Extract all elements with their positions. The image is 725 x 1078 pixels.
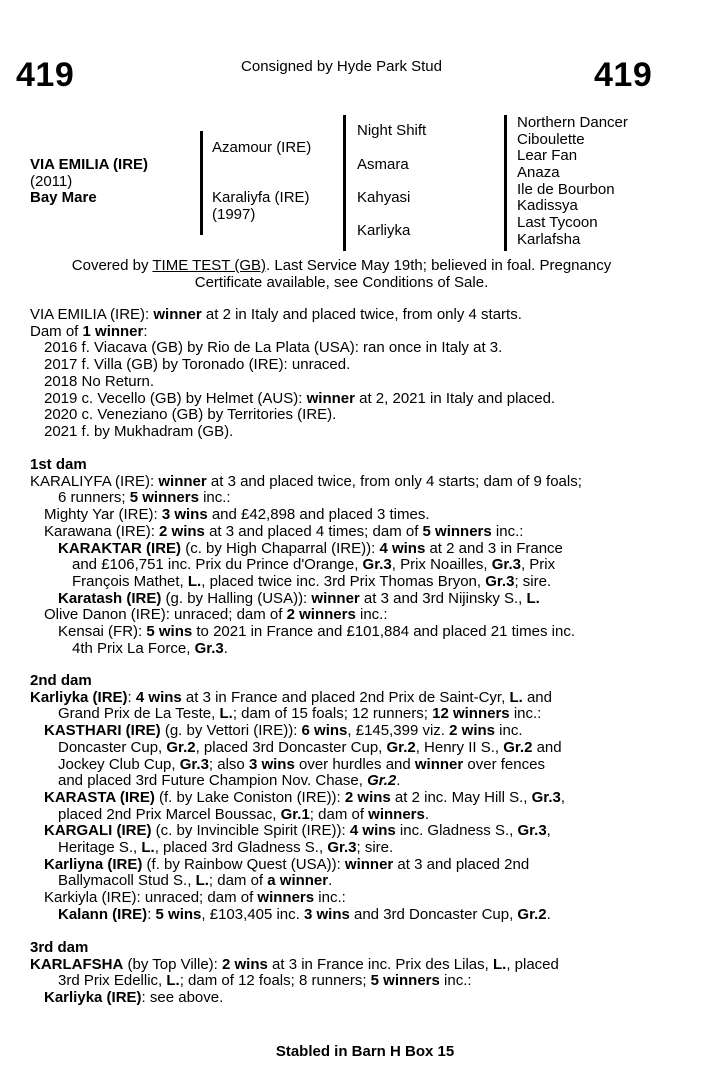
pedigree-bracket-3 — [504, 115, 507, 251]
text-line: Karawana (IRE): 2 wins at 3 and placed 4 times; dam of 5 winners inc.: — [44, 522, 524, 540]
text-line: Karliyka (IRE): 4 wins at 3 in France and placed 2nd Prix de Saint-Cyr, L. and — [30, 688, 552, 706]
pedigree-gen4-7: Karlafsha — [517, 231, 581, 248]
pedigree-dam: Karaliyfa (IRE) — [212, 189, 310, 206]
text-line: 4th Prix La Force, Gr.3. — [72, 639, 228, 657]
section-heading: 3rd dam — [30, 939, 89, 956]
text-line: Karkiyla (IRE): unraced; dam of winners inc.: — [44, 889, 346, 907]
first-dam-section — [30, 457, 660, 657]
second-dam-section — [30, 673, 660, 924]
text-line: Ballymacoll Stud S., L.; dam of a winner. — [58, 872, 333, 890]
pedigree-gen4-2: Lear Fan — [517, 147, 578, 164]
text-line: 2016 f. Viacava (GB) by Rio de La Plata (USA): ran once in Italy at 3. — [44, 339, 503, 357]
section-heading: 1st dam — [30, 456, 87, 473]
text-line: 6 runners; 5 winners inc.: — [58, 489, 231, 507]
horse-year: (2011) — [30, 173, 73, 190]
text-line: Karatash (IRE) (g. by Halling (USA)): winner at 3 and 3rd Nijinsky S., L. — [58, 589, 540, 607]
pedigree-gen4-0: Northern Dancer — [517, 114, 628, 131]
text-line: Olive Danon (IRE): unraced; dam of 2 winners inc.: — [44, 606, 388, 624]
text-line: Kensai (FR): 5 wins to 2021 in France and £101,884 and placed 21 times inc. — [58, 623, 575, 641]
text-line: 3rd Prix Edellic, L.; dam of 12 foals; 8 runners; 5 winners inc.: — [58, 972, 472, 990]
text-line: KARGALI (IRE) (c. by Invincible Spirit (IRE)): 4 wins inc. Gladness S., Gr.3, — [44, 822, 551, 840]
text-line: 2018 No Return. — [44, 372, 155, 390]
text-line: Grand Prix de La Teste, L.; dam of 15 foals; 12 runners; 12 winners inc.: — [58, 705, 542, 723]
pedigree-bracket-1 — [200, 131, 203, 235]
pedigree-dam-year: (1997) — [212, 206, 256, 223]
pedigree-gen3-2: Kahyasi — [357, 189, 411, 206]
pedigree-sire: Azamour (IRE) — [212, 139, 312, 156]
text-line: François Mathet, L., placed twice inc. 3rd Prix Thomas Bryon, Gr.3; sire. — [72, 572, 552, 590]
text-line: 2019 c. Vecello (GB) by Helmet (AUS): winner at 2, 2021 in Italy and placed. — [44, 389, 556, 407]
text-line: Heritage S., L., placed 3rd Gladness S., Gr.3; sire. — [58, 839, 394, 857]
pedigree-gen3-3: Karliyka — [357, 222, 411, 239]
text-line: KASTHARI (IRE) (g. by Vettori (IRE)): 6 wins, £145,399 viz. 2 wins inc. — [44, 722, 523, 740]
covered-line-2: Certificate available, see Conditions of Sale. — [194, 274, 489, 291]
text-line: Karliyna (IRE) (f. by Rainbow Quest (USA)): winner at 3 and placed 2nd — [44, 855, 530, 873]
text-line: Doncaster Cup, Gr.2, placed 3rd Doncaster Cup, Gr.2, Henry II S., Gr.2 and — [58, 738, 562, 756]
pedigree-gen4-4: Ile de Bourbon — [517, 181, 615, 198]
pedigree-gen4-6: Last Tycoon — [517, 214, 598, 231]
text-line: KARLAFSHA (by Top Ville): 2 wins at 3 in France inc. Prix des Lilas, L., placed — [30, 955, 559, 973]
text-line: Dam of 1 winner: — [30, 322, 148, 340]
produce-record — [30, 307, 660, 441]
pedigree-gen3-1: Asmara — [357, 156, 409, 173]
covered-statement — [0, 257, 683, 274]
text-line: KARASTA (IRE) (f. by Lake Coniston (IRE)): 2 wins at 2 inc. May Hill S., Gr.3, — [44, 788, 565, 806]
pedigree-gen4-5: Kadissya — [517, 197, 578, 214]
third-dam-section — [30, 940, 660, 1007]
covered-suffix: . Last Service May 19th; believed in foal. Pregnancy — [266, 257, 612, 274]
pedigree-gen3-0: Night Shift — [357, 122, 427, 139]
text-line: KARALIYFA (IRE): winner at 3 and placed twice, from only 4 starts; dam of 9 foals; — [30, 472, 582, 490]
covered-stallion: TIME TEST (GB) — [152, 257, 267, 274]
section-heading: 2nd dam — [30, 672, 92, 689]
text-line: 2017 f. Villa (GB) by Toronado (IRE): unraced. — [44, 356, 351, 374]
pedigree-gen4-3: Anaza — [517, 164, 560, 181]
stabling-footer: Stabled in Barn H Box 15 — [275, 1043, 455, 1060]
text-line: KARAKTAR (IRE) (c. by High Chaparral (IRE)): 4 wins at 2 and 3 in France — [58, 539, 563, 557]
text-line: VIA EMILIA (IRE): winner at 2 in Italy and placed twice, from only 4 starts. — [30, 306, 522, 323]
lot-number-right: 419 — [594, 56, 653, 94]
text-line: Jockey Club Cup, Gr.3; also 3 wins over hurdles and winner over fences — [58, 755, 545, 773]
lot-number-left: 419 — [16, 56, 75, 94]
covered-prefix: Covered by — [71, 257, 153, 274]
horse-name: VIA EMILIA (IRE) — [30, 156, 149, 173]
text-line: 2020 c. Veneziano (GB) by Territories (IRE). — [44, 406, 337, 424]
text-line: Karliyka (IRE): see above. — [44, 989, 224, 1007]
text-line: and placed 3rd Future Champion Nov. Chase, Gr.2. — [58, 772, 401, 790]
pedigree-bracket-2 — [343, 115, 346, 251]
text-line: Kalann (IRE): 5 wins, £103,405 inc. 3 wins and 3rd Doncaster Cup, Gr.2. — [58, 905, 551, 923]
text-line: Mighty Yar (IRE): 3 wins and £42,898 and placed 3 times. — [44, 506, 430, 524]
text-line: and £106,751 inc. Prix du Prince d'Orange, Gr.3, Prix Noailles, Gr.3, Prix — [72, 556, 556, 574]
pedigree-gen4-1: Ciboulette — [517, 131, 585, 148]
text-line: placed 2nd Prix Marcel Boussac, Gr.1; dam of winners. — [58, 805, 430, 823]
text-line: 2021 f. by Mukhadram (GB). — [44, 422, 234, 440]
consignor-line: Consigned by Hyde Park Stud — [241, 58, 442, 75]
horse-sex: Bay Mare — [30, 189, 97, 206]
